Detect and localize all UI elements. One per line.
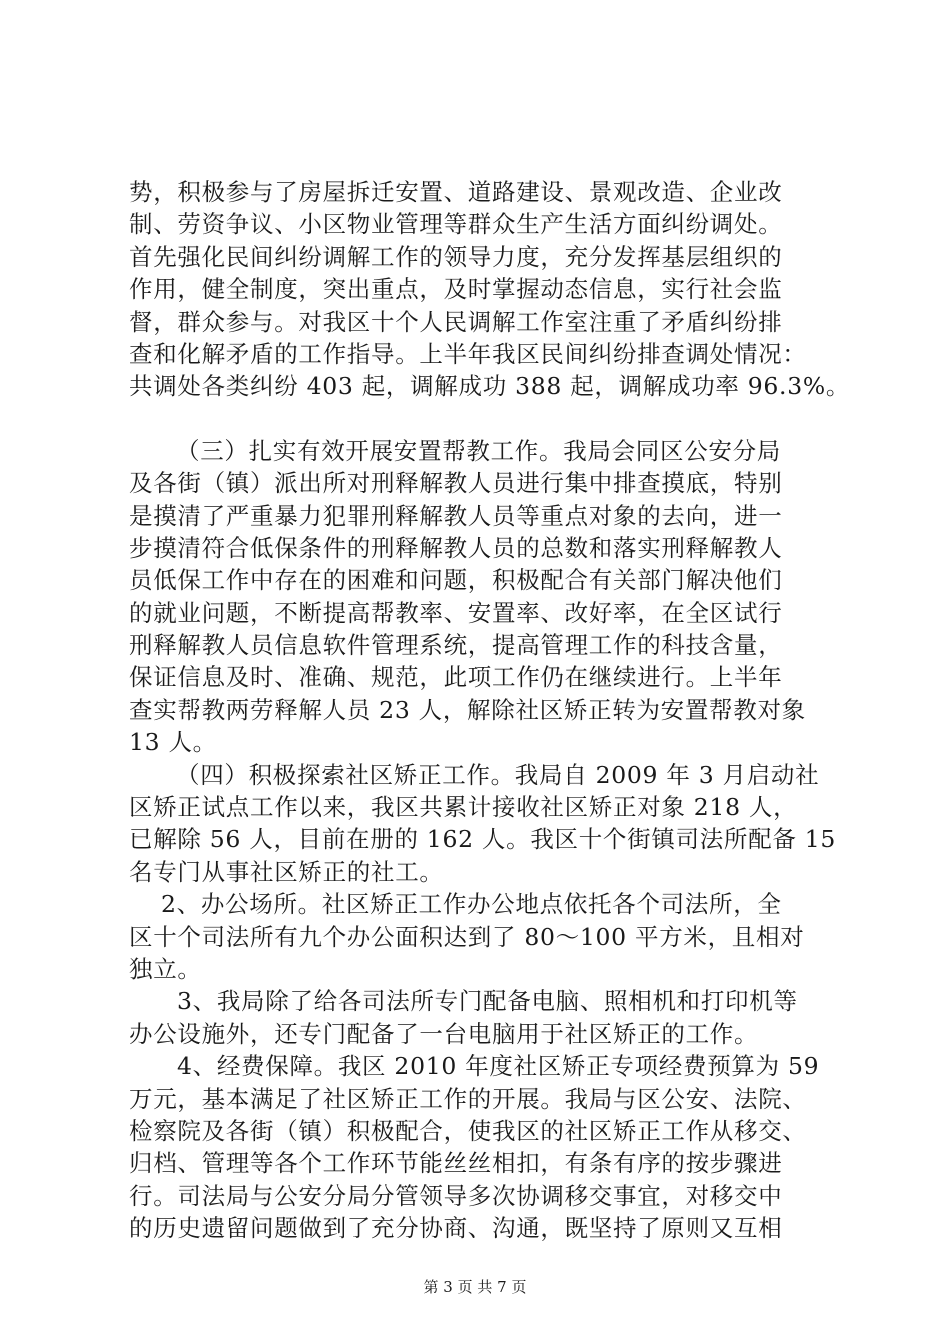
item-two-paragraph (129, 888, 829, 985)
section-three-heading-line: （三）扎实有效开展安置帮教工作。我局会同区公安分局 (176, 436, 781, 465)
text-line: 势，积极参与了房屋拆迁安置、道路建设、景观改造、企业改 (129, 178, 783, 206)
item-four-paragraph (129, 1050, 829, 1244)
page-footer (0, 1277, 950, 1297)
item-three-heading-line: 3、我局除了给各司法所专门配备电脑、照相机和打印机等 (177, 987, 798, 1016)
text-line: 万元，基本满足了社区矫正工作的开展。我局与区公安、法院、 (129, 1084, 807, 1113)
text-line: 独立。 (129, 954, 202, 983)
text-line: 13 人。 (129, 728, 217, 757)
paragraph-gap (129, 403, 829, 435)
item-two-heading-line: 2、办公场所。社区矫正工作办公地点依托各个司法所，全 (161, 890, 782, 919)
text-line: 的历史遗留问题做到了充分协商、沟通，既坚持了原则又互相 (129, 1214, 783, 1243)
text-line: 办公设施外，还专门配备了一台电脑用于社区矫正的工作。 (129, 1019, 759, 1048)
text-line: 是摸清了严重暴力犯罪刑释解教人员等重点对象的去向，进一 (129, 501, 783, 530)
text-line: 查和化解矛盾的工作指导。上半年我区民间纠纷排查调处情况： (129, 339, 807, 368)
text-line: 行。司法局与公安分局分管领导多次协调移交事宜，对移交中 (129, 1181, 783, 1210)
text-line: 保证信息及时、准确、规范，此项工作仍在继续进行。上半年 (129, 663, 783, 692)
item-three-paragraph (129, 985, 829, 1050)
text-line: 督，群众参与。对我区十个人民调解工作室注重了矛盾纠纷排 (129, 307, 783, 336)
text-line: 制、劳资争议、小区物业管理等群众生产生活方面纠纷调处。 (129, 210, 783, 239)
text-line: 共调处各类纠纷 403 起，调解成功 388 起，调解成功率 96.3%。 (129, 372, 851, 401)
text-line: 区矫正试点工作以来，我区共累计接收社区矫正对象 218 人， (129, 793, 798, 822)
text-line: 已解除 56 人，目前在册的 162 人。我区十个街镇司法所配备 15 (129, 825, 837, 854)
paragraph-continued (129, 176, 851, 403)
document-body (129, 176, 851, 1245)
text-line: 查实帮教两劳释解人员 23 人，解除社区矫正转为安置帮教对象 (129, 695, 806, 724)
text-line: 归档、管理等各个工作环节能丝丝相扣，有条有序的按步骤进 (129, 1149, 783, 1178)
section-four-paragraph (129, 759, 837, 889)
text-line: 的就业问题，不断提高帮教率、安置率、改好率，在全区试行 (129, 598, 783, 627)
text-line: 刑释解教人员信息软件管理系统，提高管理工作的科技含量， (129, 631, 783, 660)
page-indicator: 第 3 页 共 7 页 (423, 1278, 527, 1296)
text-line: 步摸清符合低保条件的刑释解教人员的总数和落实刑释解教人 (129, 533, 783, 562)
text-line: 检察院及各街（镇）积极配合，使我区的社区矫正工作从移交、 (129, 1116, 807, 1145)
text-line: 员低保工作中存在的困难和问题，积极配合有关部门解决他们 (129, 566, 783, 595)
text-line: 区十个司法所有九个办公面积达到了 80～100 平方米，且相对 (129, 922, 805, 951)
text-line: 及各街（镇）派出所对刑释解教人员进行集中排查摸底，特别 (129, 469, 783, 498)
text-line: 名专门从事社区矫正的社工。 (129, 857, 444, 886)
text-line: 作用，健全制度，突出重点，及时掌握动态信息，实行社会监 (129, 275, 783, 304)
section-three-paragraph (129, 435, 829, 759)
text-line: 首先强化民间纠纷调解工作的领导力度，充分发挥基层组织的 (129, 242, 783, 271)
section-four-heading-line: （四）积极探索社区矫正工作。我局自 2009 年 3 月启动社 (176, 760, 820, 789)
item-four-heading-line: 4、经费保障。我区 2010 年度社区矫正专项经费预算为 59 (177, 1052, 820, 1081)
